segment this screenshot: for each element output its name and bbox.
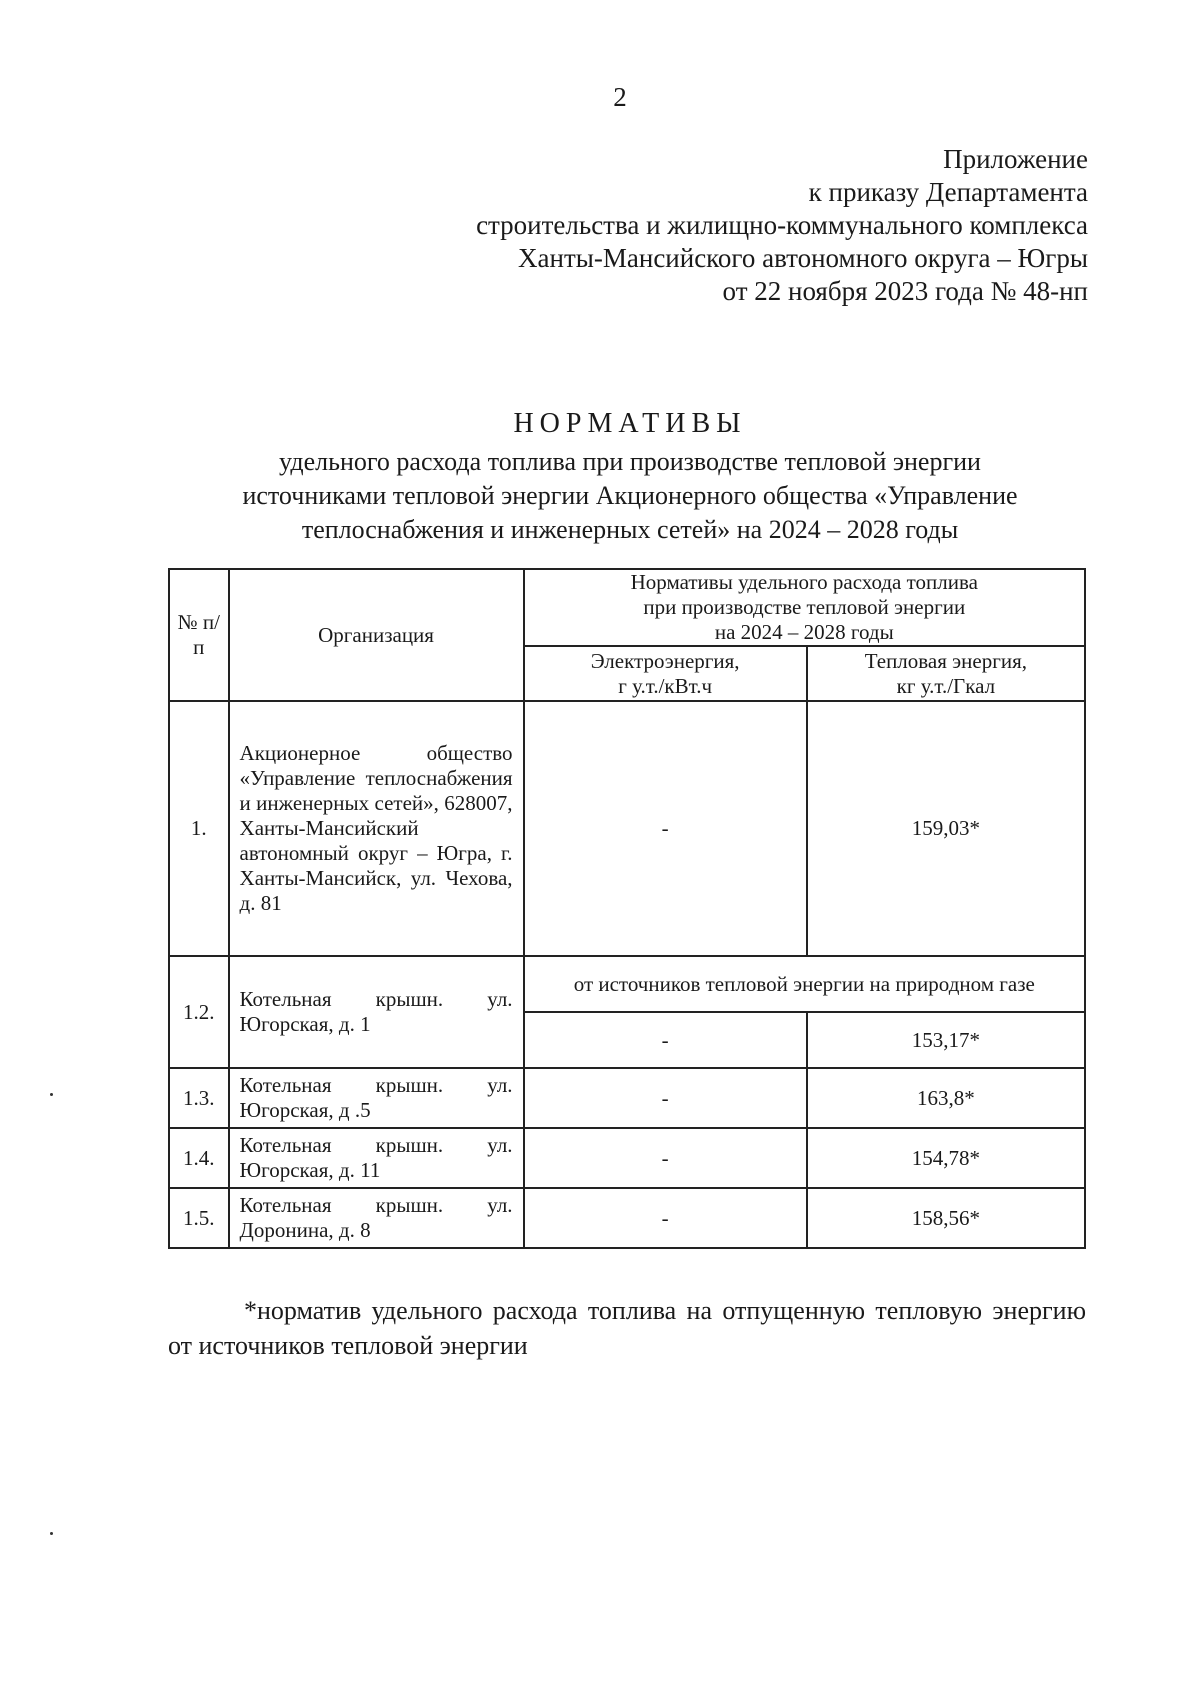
row-num: 1.3. bbox=[169, 1068, 229, 1128]
row-heat: 163,8* bbox=[807, 1068, 1085, 1128]
header-num bbox=[169, 569, 229, 701]
annex-line: к приказу Департамента bbox=[808, 177, 1088, 207]
row-heat: 158,56* bbox=[807, 1188, 1085, 1248]
row-org: Котельная крышн. ул. Югорская, д .5 bbox=[229, 1068, 524, 1128]
row-num: 1.5. bbox=[169, 1188, 229, 1248]
subtitle-line: удельного расхода топлива при производстве тепловой энергии bbox=[279, 447, 981, 476]
header-group-line: при производстве тепловой энергии bbox=[643, 595, 966, 619]
header-electric-line: г у.т./кВт.ч bbox=[618, 673, 713, 698]
table-row bbox=[169, 701, 1085, 956]
row-num: 1.2. bbox=[169, 956, 229, 1068]
table-row bbox=[169, 1068, 1085, 1128]
row-num: 1.4. bbox=[169, 1128, 229, 1188]
document-title: НОРМАТИВЫ bbox=[513, 408, 747, 439]
header-electric-line: Электроэнергия, bbox=[590, 648, 740, 673]
row-heat: 154,78* bbox=[807, 1128, 1085, 1188]
table-row bbox=[169, 1188, 1085, 1248]
annex-line: Приложение bbox=[943, 144, 1088, 174]
annex-line: от 22 ноября 2023 года № 48-нп bbox=[722, 276, 1088, 306]
row-electric: - bbox=[524, 701, 807, 956]
table-row bbox=[169, 956, 1085, 1012]
header-num-text: № п/п bbox=[177, 610, 220, 659]
header-org: Организация bbox=[229, 569, 524, 701]
header-heat bbox=[807, 646, 1085, 701]
scan-speck bbox=[50, 1532, 53, 1535]
footnote: *норматив удельного расхода топлива на отпущенную тепловую энергию от источников тепловой энергии bbox=[168, 1296, 1086, 1360]
row-heat: 153,17* bbox=[807, 1012, 1085, 1068]
subtitle-line: источниками тепловой энергии Акционерного общества «Управление bbox=[242, 481, 1018, 510]
row-heat: 159,03* bbox=[807, 701, 1085, 956]
row-org: Котельная крышн. ул. Доронина, д. 8 bbox=[229, 1188, 524, 1248]
header-group-line: Нормативы удельного расхода топлива bbox=[630, 570, 978, 594]
row-org: Акционерное общество «Управление теплоснабжения и инженерных сетей», 628007, Ханты-Мансийский автономный округ – Югра, г. Ханты-Мансийск, ул. Чехова, д. 81 bbox=[229, 701, 524, 956]
annex-line: строительства и жилищно-коммунального комплекса bbox=[476, 210, 1088, 240]
header-heat-line: Тепловая энергия, bbox=[864, 648, 1027, 673]
header-group bbox=[524, 569, 1085, 646]
norms-table bbox=[168, 568, 1086, 1249]
document-subtitle bbox=[0, 445, 1200, 547]
row-org: Котельная крышн. ул. Югорская, д. 1 bbox=[229, 956, 524, 1068]
page-number: 2 bbox=[613, 82, 627, 112]
header-group-line: на 2024 – 2028 годы bbox=[714, 620, 894, 644]
row-electric: - bbox=[524, 1188, 807, 1248]
row-electric: - bbox=[524, 1068, 807, 1128]
gas-subheader: от источников тепловой энергии на природном газе bbox=[524, 956, 1085, 1012]
scan-speck bbox=[50, 1093, 53, 1096]
row-num: 1. bbox=[169, 701, 229, 956]
subtitle-line: теплоснабжения и инженерных сетей» на 2024 – 2028 годы bbox=[301, 515, 959, 544]
header-heat-line: кг у.т./Гкал bbox=[896, 673, 996, 698]
annex-block bbox=[476, 143, 1088, 308]
header-electric bbox=[524, 646, 807, 701]
row-org: Котельная крышн. ул. Югорская, д. 11 bbox=[229, 1128, 524, 1188]
row-electric: - bbox=[524, 1128, 807, 1188]
table-row bbox=[169, 1128, 1085, 1188]
row-electric: - bbox=[524, 1012, 807, 1068]
annex-line: Ханты-Мансийского автономного округа – Югры bbox=[518, 243, 1088, 273]
